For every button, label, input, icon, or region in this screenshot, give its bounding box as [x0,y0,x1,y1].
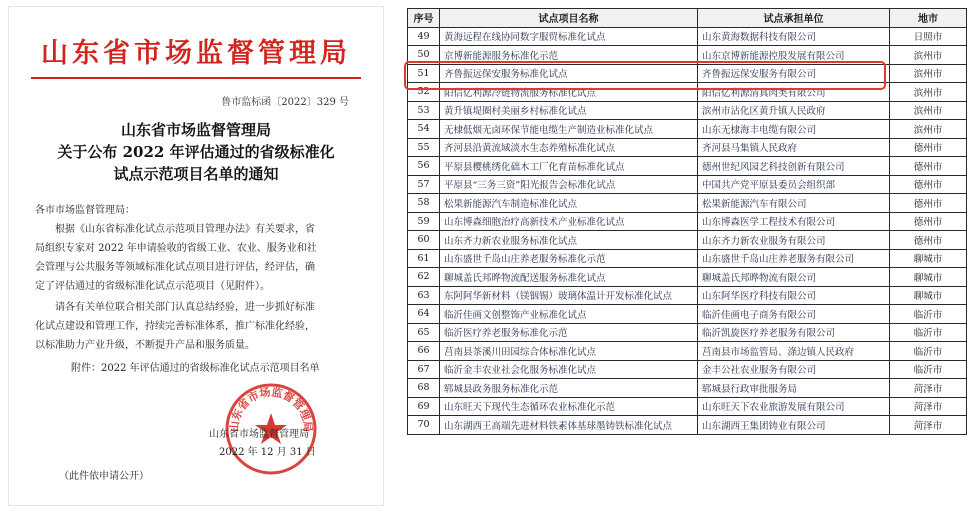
row-index: 53 [408,101,440,120]
row-project-name: 黄升镇堤圈村美丽乡村标准化试点 [440,101,698,120]
table-row [408,175,967,194]
table-row [408,212,967,231]
row-city: 日照市 [890,27,967,46]
notice-document [8,6,384,506]
row-organization: 山东黄海数据科技有限公司 [698,27,890,46]
doc-attachment-line: 附件：2022 年评估通过的省级标准化试点示范项目名单 [71,363,320,374]
row-organization: 山东博森医学工程技术有限公司 [698,212,890,231]
row-index: 68 [408,379,440,398]
project-list-table [407,8,967,435]
row-organization: 郓城县行政审批服务局 [698,379,890,398]
row-city: 滨州市 [890,120,967,139]
row-index: 58 [408,194,440,213]
row-organization: 齐鲁振远保安服务有限公司 [698,64,890,83]
table-row [408,416,967,435]
row-city: 临沂市 [890,360,967,379]
row-index: 66 [408,342,440,361]
row-organization: 山东盛世千岛山庄养老服务有限公司 [698,249,890,268]
row-index: 54 [408,120,440,139]
row-project-name: 山东齐力新农业服务标准化试点 [440,231,698,250]
table-row [408,231,967,250]
row-index: 59 [408,212,440,231]
row-organization: 山东阿华医疗科技有限公司 [698,286,890,305]
row-organization: 滨州市沾化区黄升镇人民政府 [698,101,890,120]
doc-salutation: 各市市场监督管理局： [35,205,135,216]
row-project-name: 黄海远程在线协同数字服贸标准化试点 [440,27,698,46]
table-row [408,64,967,83]
row-project-name: 临沂医疗养老服务标准化示范 [440,323,698,342]
row-city: 临沂市 [890,323,967,342]
table-row [408,360,967,379]
public-disclosure-note: （此件依申请公开） [59,471,149,482]
table-row [408,397,967,416]
doc-title-line-1: 山东省市场监督管理局 [120,121,271,139]
row-project-name: 山东旺天下现代生态循环农业标准化示范 [440,397,698,416]
row-city: 德州市 [890,157,967,176]
doc-body-line: 化试点建设和管理工作，持续完善标准体系，推广标准化经验， [35,321,315,332]
row-project-name: 齐河县沿黄流域淡水生态养殖标准化试点 [440,138,698,157]
row-index: 49 [408,27,440,46]
table-row [408,305,967,324]
table-header-row [408,9,967,28]
table-row [408,46,967,65]
row-organization: 山东湖西王集团铸业有限公司 [698,416,890,435]
row-project-name: 聊城盖氏邦晔物流配送服务标准化试点 [440,268,698,287]
row-organization: 山东无棣海丰电缆有限公司 [698,120,890,139]
row-index: 60 [408,231,440,250]
signature-date: 2022 年 12 月 31 日 [219,447,316,458]
row-project-name: 京博新能源服务标准化示范 [440,46,698,65]
row-organization: 松果新能源汽车有限公司 [698,194,890,213]
row-project-name: 山东盛世千岛山庄养老服务标准化示范 [440,249,698,268]
row-city: 临沂市 [890,342,967,361]
row-project-name: 山东湖西王高端先进材料铁素体基球墨铸铁标准化试点 [440,416,698,435]
row-project-name: 松果新能源汽车制造标准化试点 [440,194,698,213]
row-organization: 山东齐力新农业服务有限公司 [698,231,890,250]
row-index: 51 [408,64,440,83]
row-organization: 山东旺天下农业旅游发展有限公司 [698,397,890,416]
row-city: 德州市 [890,194,967,213]
table-row [408,83,967,102]
doc-number: 鲁市监标函〔2022〕329 号 [221,97,349,108]
doc-body-line: 根据《山东省标准化试点示范项目管理办法》有关要求，省 [55,224,315,235]
row-project-name: 无棣低烟无卤环保节能电缆生产制造业标准化试点 [440,120,698,139]
table-row [408,379,967,398]
doc-title-line-3: 试点示范项目名单的通知 [113,165,279,183]
row-organization: 中国共产党平原县委员会组织部 [698,175,890,194]
table-row [408,323,967,342]
table-row [408,342,967,361]
table-row [408,268,967,287]
row-index: 56 [408,157,440,176]
row-organization: 聊城盖氏邦晔物流有限公司 [698,268,890,287]
row-organization: 临沂佳画电子商务有限公司 [698,305,890,324]
row-index: 62 [408,268,440,287]
row-project-name: 莒南县茶溪川田园综合体标准化试点 [440,342,698,361]
row-project-name: 山东博森细胞治疗高新技术产业标准化试点 [440,212,698,231]
row-city: 德州市 [890,231,967,250]
table-row [408,157,967,176]
header-organization: 试点承担单位 [698,9,890,28]
header-project-name: 试点项目名称 [440,9,698,28]
row-project-name: 平原县“三务三资”阳光报告会标准化试点 [440,175,698,194]
row-organization: 阳信亿利源清真肉类有限公司 [698,83,890,102]
row-organization: 金丰公社农业服务有限公司 [698,360,890,379]
project-list-table-container [407,8,966,494]
row-index: 70 [408,416,440,435]
row-city: 滨州市 [890,64,967,83]
row-index: 57 [408,175,440,194]
row-index: 61 [408,249,440,268]
letterhead-red-rule [31,77,361,79]
table-row [408,120,967,139]
row-city: 菏泽市 [890,416,967,435]
doc-body-line: 以标准助力产业升级，不断提升产品和服务质量。 [35,340,255,351]
row-index: 65 [408,323,440,342]
row-project-name: 郓城县政务服务标准化示范 [440,379,698,398]
row-city: 滨州市 [890,46,967,65]
row-city: 德州市 [890,212,967,231]
doc-body-line: 请各有关单位联合相关部门认真总结经验，进一步抓好标准 [55,302,315,313]
doc-body-line: 局组织专家对 2022 年申请验收的省级工业、农业、服务业和社 [35,243,317,254]
table-row [408,249,967,268]
signature-organization: 山东省市场监督管理局 [209,429,309,440]
row-organization: 临沂凯旋医疗养老服务有限公司 [698,323,890,342]
row-project-name: 临沂金丰农业社会化服务标准化试点 [440,360,698,379]
row-city: 德州市 [890,138,967,157]
row-city: 滨州市 [890,101,967,120]
table-row [408,138,967,157]
table-row [408,101,967,120]
header-city: 地市 [890,9,967,28]
doc-body-line: 会管理与公共服务等领域标准化试点项目进行评估，经评估，确 [35,262,315,273]
row-city: 德州市 [890,175,967,194]
table-body [408,27,967,434]
row-city: 聊城市 [890,286,967,305]
seal-text: 山东省市场监督管理局 [227,385,315,433]
row-project-name: 东阿阿华新材料（镁铟锡）玻璃体温计开发标准化试点 [440,286,698,305]
row-index: 69 [408,397,440,416]
row-index: 67 [408,360,440,379]
row-index: 52 [408,83,440,102]
table-row [408,194,967,213]
row-index: 50 [408,46,440,65]
doc-title-line-2: 关于公布 2022 年评估通过的省级标准化 [57,143,335,161]
row-city: 滨州市 [890,83,967,102]
row-project-name: 平原县樱桃绣化础木工厂化育苗标准化试点 [440,157,698,176]
row-city: 聊城市 [890,249,967,268]
row-city: 临沂市 [890,305,967,324]
doc-letterhead: 山东省市场监督管理局 [41,38,351,69]
row-organization: 齐河县马集镇人民政府 [698,138,890,157]
row-index: 55 [408,138,440,157]
row-city: 菏泽市 [890,379,967,398]
table-row [408,286,967,305]
row-organization: 莒南县市场监管局、涤边镇人民政府 [698,342,890,361]
row-index: 63 [408,286,440,305]
row-organization: 德州世纪风园艺科技创新有限公司 [698,157,890,176]
row-project-name: 阳信亿利源冷链物流服务标准化试点 [440,83,698,102]
table-row [408,27,967,46]
row-project-name: 临沂佳画文创整饰产业标准化试点 [440,305,698,324]
row-city: 聊城市 [890,268,967,287]
doc-body-line: 定了评估通过的省级标准化试点示范项目（见附件）。 [35,281,270,292]
row-city: 菏泽市 [890,397,967,416]
row-index: 64 [408,305,440,324]
row-organization: 山东京博新能源控股发展有限公司 [698,46,890,65]
row-project-name: 齐鲁振远保安服务标准化试点 [440,64,698,83]
header-index: 序号 [408,9,440,28]
